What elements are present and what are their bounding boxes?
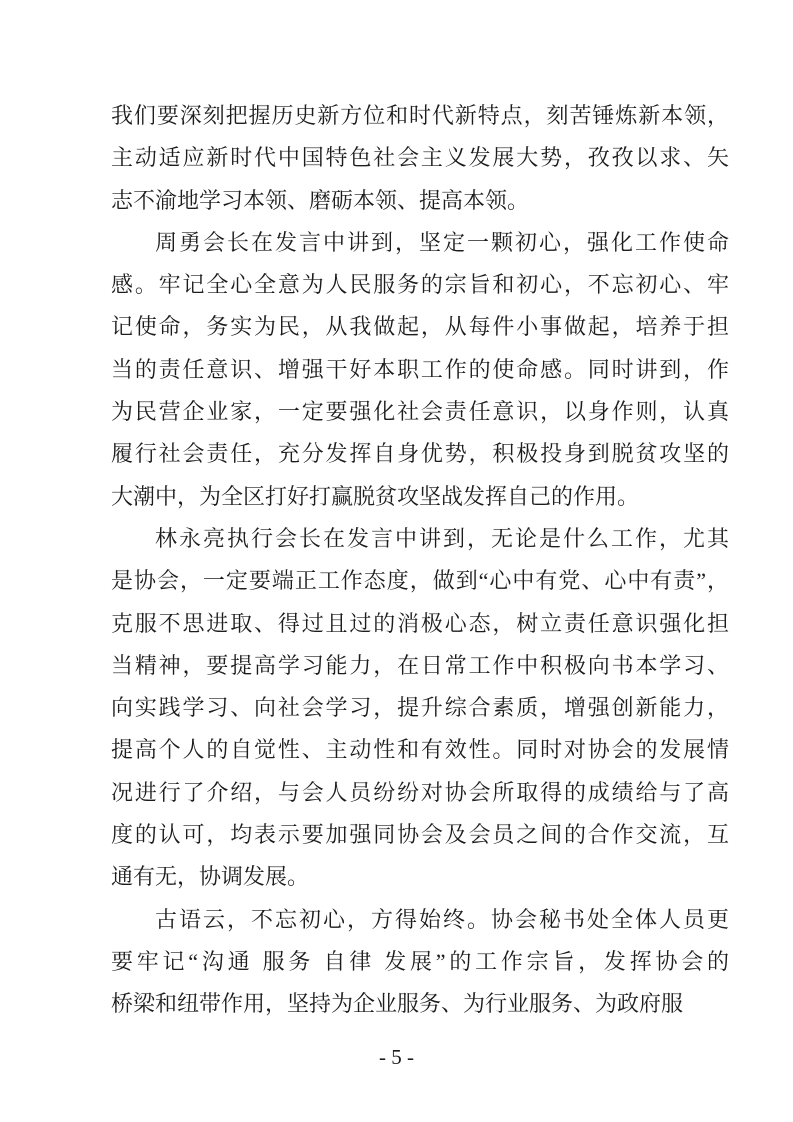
text-line: 克服不思进取、得过且过的消极心态，树立责任意识强化担: [111, 610, 729, 636]
text-line: 履行社会责任，充分发挥自身优势，积极投身到脱贫攻坚的: [111, 441, 729, 467]
text-line: 提高个人的自觉性、主动性和有效性。同时对协会的发展情: [111, 737, 729, 763]
page-number: - 5 -: [379, 1045, 414, 1069]
paragraph: [111, 222, 729, 518]
text-line: 志不渝地学习本领、磨砺本领、提高本领。: [111, 187, 530, 213]
text-line: 大潮中，为全区打好打赢脱贫攻坚战发挥自己的作用。: [111, 483, 640, 509]
text-line: 当精神，要提高学习能力，在日常工作中积极向书本学习、: [111, 652, 729, 678]
text-line: 记使命，务实为民，从我做起，从每件小事做起，培养于担: [111, 314, 729, 340]
paragraph: [111, 899, 729, 1026]
paragraph: [111, 518, 729, 899]
text-line: 周勇会长在发言中讲到，坚定一颗初心，强化工作使命: [155, 229, 729, 255]
paragraph: [111, 95, 729, 222]
text-line: 桥梁和纽带作用，坚持为企业服务、为行业服务、为政府服: [111, 991, 684, 1017]
text-line: 林永亮执行会长在发言中讲到，无论是什么工作，尤其: [155, 525, 729, 551]
document-body: [111, 95, 729, 1026]
text-line: 是协会，一定要端正工作态度，做到“心中有党、心中有责”，: [111, 568, 729, 594]
page-footer: [0, 1042, 793, 1072]
text-line: 我们要深刻把握历史新方位和时代新特点，刻苦锤炼新本领，: [111, 103, 729, 128]
text-line: 向实践学习、向社会学习，提升综合素质，增强创新能力，: [111, 695, 729, 721]
text-line: 要牢记“沟通 服务 自律 发展”的工作宗旨，发挥协会的: [111, 948, 729, 974]
text-line: 当的责任意识、增强干好本职工作的使命感。同时讲到，作: [111, 356, 729, 382]
text-line: 为民营企业家，一定要强化社会责任意识，以身作则，认真: [111, 399, 729, 425]
text-line: 感。牢记全心全意为人民服务的宗旨和初心，不忘初心、牢: [111, 272, 729, 298]
text-line: 况进行了介绍，与会人员纷纷对协会所取得的成绩给与了高: [111, 779, 729, 805]
text-line: 古语云，不忘初心，方得始终。协会秘书处全体人员更: [155, 906, 729, 932]
text-line: 主动适应新时代中国特色社会主义发展大势，孜孜以求、矢: [111, 145, 729, 171]
text-line: 通有无，协调发展。: [111, 864, 310, 890]
text-line: 度的认可，均表示要加强同协会及会员之间的合作交流，互: [111, 822, 729, 848]
